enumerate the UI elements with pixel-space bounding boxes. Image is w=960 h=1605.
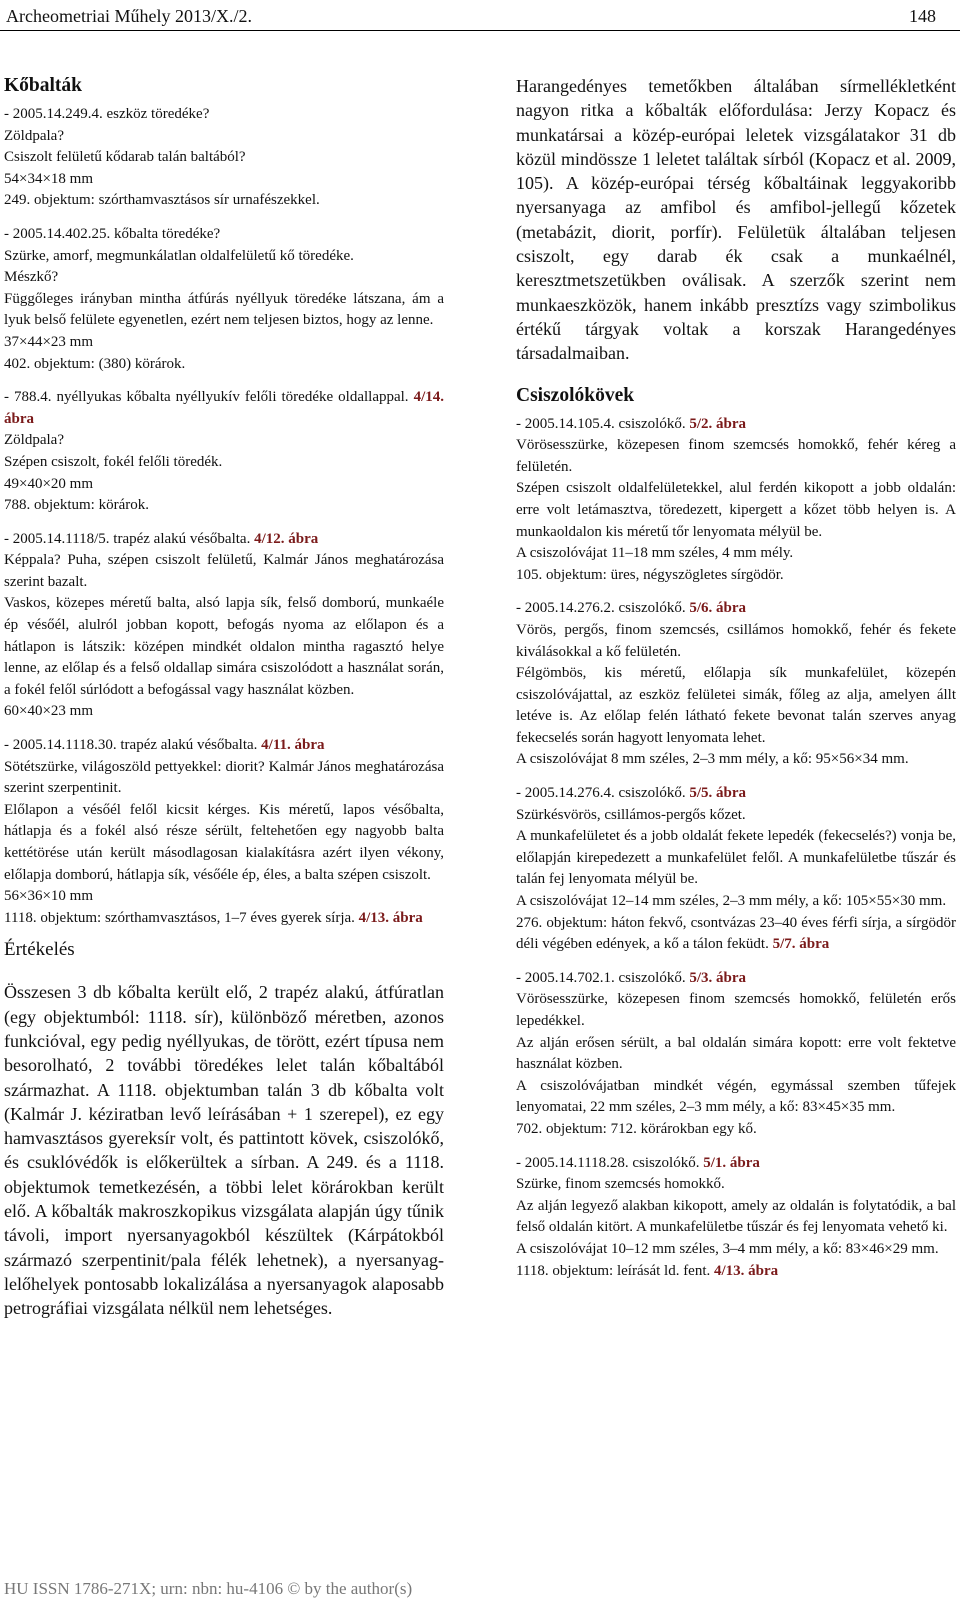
entry-2005-14-402-25 <box>4 224 444 375</box>
entry-line: 49×40×20 mm <box>4 475 94 492</box>
entry-line: Vörösesszürke, közepesen finom szemcsés homokkő, fehér kéreg a felületén. <box>516 437 956 475</box>
entry-line: Előlapon a vésőél felől kicsit kérges. Kis méretű, lapos vésőbalta, hátlapja és a fokél alsó része sérült, feltehetően egy nagyobb balta kettétörése után került másodlagosan kialakításra azért ilyen vékony, előlapja domború, hátlapja sík, vésőéle ép, éles, a balta szépen csiszolt. <box>4 801 444 883</box>
entry-788-4 <box>4 387 444 517</box>
entry-line: Szépen csiszolt oldalfelületekkel, alul ferdén kikopott a jobb oldalán: erre volt letámasztva, töredezett, kipergett a kőzet több helyen is. A munkaoldalon kis méretű tőr lenyomata mélyül be. <box>516 480 956 540</box>
entry-line: - 2005.14.1118.28. csiszolókő. <box>516 1154 700 1171</box>
left-column <box>4 74 444 1321</box>
entry-line: 56×36×10 mm <box>4 888 94 905</box>
figure-ref-link[interactable]: 4/13. ábra <box>358 909 423 926</box>
entry-line: 37×44×23 mm <box>4 333 94 350</box>
entry-line: - 788.4. nyéllyukas kőbalta nyéllyukív felőli töredéke oldallappal. <box>4 389 409 406</box>
entry-line: 249. objektum: szórthamvasztásos sír urnafészekkel. <box>4 192 320 209</box>
journal-title: Archeometriai Műhely 2013/X./2. <box>6 6 252 26</box>
entry-line: A csiszolóvájat 11–18 mm széles, 4 mm mély. <box>516 545 794 562</box>
figure-ref-link[interactable]: 4/14. ábra <box>4 389 444 427</box>
entry-line: Függőleges irányban mintha átfúrás nyéllyuk töredéke látszana, ám a lyuk belső felülete egyenetlen, ezért nem teljesen biztos, hogy az lenne. <box>4 290 444 329</box>
entry-line: 1118. objektum: szórthamvasztásos, 1–7 éves gyerek sírja. <box>4 909 355 926</box>
entry-line: - 2005.14.276.4. csiszolókő. <box>516 785 686 802</box>
figure-ref-link[interactable]: 5/1. ábra <box>703 1154 760 1171</box>
section-heading-csiszolokovek: Csiszolókövek <box>516 384 635 406</box>
issn-footer: HU ISSN 1786-271X; urn: nbn: hu-4106 © by the author(s) <box>4 1579 413 1598</box>
entry-line: 60×40×23 mm <box>4 703 94 720</box>
entry-line: - 2005.14.702.1. csiszolókő. <box>516 969 686 986</box>
entry-line: 105. objektum: üres, négyszögletes sírgödör. <box>516 566 784 583</box>
entry-line: Szépen csiszolt, fokél felőli töredék. <box>4 453 223 470</box>
entry-line: 788. objektum: körárok. <box>4 497 149 514</box>
entry-line: Az alján legyező alakban kikopott, amely az oldalán is folytatódik, a bal felső oldalán kitört. A munkafelületbe tűszár és fej lenyomata vehető ki. <box>516 1197 956 1236</box>
entry-2005-14-276-2 <box>516 598 956 771</box>
entry-line: Mészkő? <box>4 269 59 286</box>
entry-line: Csiszolt felületű kődarab talán baltából? <box>4 149 246 166</box>
intro-paragraph: Harangedényes temetőkben általában sírmellékletként nagyon ritka a kőbalták előfordulása: Jerzy Kopacz és munkatársai a közép-európai leletek vizsgálatakor 31 db közül mindössze 1 leletet találtak sírból (Kopacz et al. 2009, 105). A közép-európai térség kőbaltáinak leggyakoribb nyersanyaga az amfibol és amfibol-jellegű kőzetek (metabázit, diorit, porfír). Felületük általában teljesen csiszolt, egy darab ék csak a munkaélnél, keresztmetszetükben oválisak. A szerzők szerint nem munkaeszközök, hanem inkább presztízs vagy szimbolikus értékű tárgyak voltak a korszak Harangedényes társadalmaiban. <box>516 76 956 364</box>
page-header <box>0 0 960 34</box>
right-column <box>516 74 956 1282</box>
figure-ref-link[interactable]: 5/5. ábra <box>689 785 746 802</box>
entry-line: 402. objektum: (380) körárok. <box>4 355 186 372</box>
header-rule <box>0 30 960 31</box>
entry-line: A csiszolóvájat 8 mm széles, 2–3 mm mély, a kő: 95×56×34 mm. <box>516 751 909 768</box>
figure-ref-link[interactable]: 4/13. ábra <box>714 1262 779 1279</box>
entry-line: Félgömbös, kis méretű, előlapja sík munkafelület, közepén csiszolóvájattal, az eszköz felületei simák, főleg az alja, amelyen állt letéve is. Az előlap felén látható fekete bevonat talán szerves anyag fekecselés során hagyott lenyomata lehet. <box>516 665 956 746</box>
entry-line: 276. objektum: háton fekvő, csontvázas 23–40 éves férfi sírja, a sírgödör déli végében edények, a kő a tálon feküdt. <box>516 914 956 953</box>
entry-2005-14-1118-5 <box>4 529 444 723</box>
page-number: 148 <box>909 6 936 26</box>
entry-line: - 2005.14.402.25. kőbalta töredéke? <box>4 225 221 242</box>
evaluation-paragraph: Összesen 3 db kőbalta került elő, 2 trapéz alakú, átfúratlan (egy objektumból: 1118. sír), különböző méretben, azonos funkcióval, egy pedig nyéllyukas, de törött, ezért típusa nem besorolható, 2 további töredékes lelet talán kőbaltából származhat. A 1118. objektumban talán 3 db kőbalta volt (Kalmár J. kéziratban levő leírásában + 1 szerepel), ez egy hamvasztásos gyereksír volt, és pattintott kövek, csiszolókő, és csuklóvédők is előkerültek a sírban. A 249. és a 1118. objektumok temetkezésén, a többi lelet körárokban került elő. A kőbalták makroszkopikus vizsgálata alapján úgy tűnik távoli, import nyersanyagokból készültek (Kárpátokból származó szerpentinit/pala félék lehetnek), a nyersanyag-lelőhelyek pontosabb lokalizálása a nyersanyagok alaposabb petrográfiai vizsgálata nélkül nem lehetséges. <box>4 982 444 1319</box>
figure-ref-link[interactable]: 5/6. ábra <box>689 600 746 617</box>
figure-ref-link[interactable]: 5/7. ábra <box>772 936 830 953</box>
entry-line: Szürke, amorf, megmunkálatlan oldalfelületű kő töredéke. <box>4 247 354 264</box>
entry-line: - 2005.14.276.2. csiszolókő. <box>516 600 686 617</box>
entry-line: Sötétszürke, világoszöld pettyekkel: diorit? Kalmár János meghatározása szerint szerpentinit. <box>4 758 444 797</box>
entry-2005-14-276-4 <box>516 783 956 956</box>
entry-line: - 2005.14.249.4. eszköz töredéke? <box>4 106 210 122</box>
entry-line: A munkafelületet és a jobb oldalát fekete lepedék (fekecselés?) vonja be, előlapján kirepedezett a munkafelület felől. A munkafelületbe tűszár és talán fej lenyomata mélyül be. <box>516 828 956 888</box>
entry-line: 1118. objektum: leírását ld. fent. <box>516 1262 711 1279</box>
entry-line: A csiszolóvájatban mindkét végén, egymással szemben tűfejek lenyomatai, 22 mm széles, 2–3 mm mély, a kő: 83×45×35 mm. <box>516 1077 956 1116</box>
figure-ref-link[interactable]: 4/12. ábra <box>254 530 319 547</box>
entry-line: - 2005.14.1118/5. trapéz alakú vésőbalta. <box>4 530 251 547</box>
entry-2005-14-249-4 <box>4 104 444 212</box>
figure-ref-link[interactable]: 4/11. ábra <box>261 737 325 754</box>
entry-2005-14-702-1 <box>516 968 956 1141</box>
entry-line: A csiszolóvájat 10–12 mm széles, 3–4 mm mély, a kő: 83×46×29 mm. <box>516 1240 939 1257</box>
entry-line: Az alján erősen sérült, a bal oldalán simára kopott: erre volt fektetve használat közben. <box>516 1034 956 1073</box>
section-heading-ertekeles: Értékelés <box>4 939 75 961</box>
entry-2005-14-1118-28 <box>516 1153 956 1283</box>
entry-line: Zöldpala? <box>4 432 64 449</box>
figure-ref-link[interactable]: 5/2. ábra <box>689 415 746 432</box>
entry-2005-14-1118-30 <box>4 735 444 929</box>
entry-line: Vaskos, közepes méretű balta, alsó lapja sík, felső domború, munkaéle ép vésőél, alulról jobban kopott, befogás nyoma az előlapon és a hátlapon is látszik: középen mindkét oldalon mintha ragasztó helye lenne, az előlap és a felső oldallap simára csiszolódott a használat során, a fokél felől súrlódott a befogással vagy használat közben. <box>4 595 444 698</box>
entry-line: Vörösesszürke, közepesen finom szemcsés homokkő, felületén erős lepedékkel. <box>516 991 956 1029</box>
entry-line: Szürkésvörös, csillámos-pergős kőzet. <box>516 806 746 823</box>
section-heading-kobaltak: Kőbalták <box>4 75 83 96</box>
entry-line: 702. objektum: 712. körárokban egy kő. <box>516 1120 757 1137</box>
entry-line: A csiszolóvájat 12–14 mm széles, 2–3 mm mély, a kő: 105×55×30 mm. <box>516 893 947 910</box>
entry-line: Zöldpala? <box>4 127 64 144</box>
entry-line: Képpala? Puha, szépen csiszolt felületű, Kalmár János meghatározása szerint bazalt. <box>4 552 444 590</box>
entry-line: 54×34×18 mm <box>4 170 94 187</box>
entry-line: - 2005.14.1118.30. trapéz alakú vésőbalta. <box>4 737 258 754</box>
figure-ref-link[interactable]: 5/3. ábra <box>689 969 746 986</box>
entry-line: Szürke, finom szemcsés homokkő. <box>516 1176 725 1193</box>
entry-line: - 2005.14.105.4. csiszolókő. <box>516 415 686 432</box>
entry-2005-14-105-4 <box>516 414 956 587</box>
entry-line: Vörös, pergős, finom szemcsés, csillámos homokkő, fehér és fekete kiválásokkal a kő felületén. <box>516 621 956 660</box>
